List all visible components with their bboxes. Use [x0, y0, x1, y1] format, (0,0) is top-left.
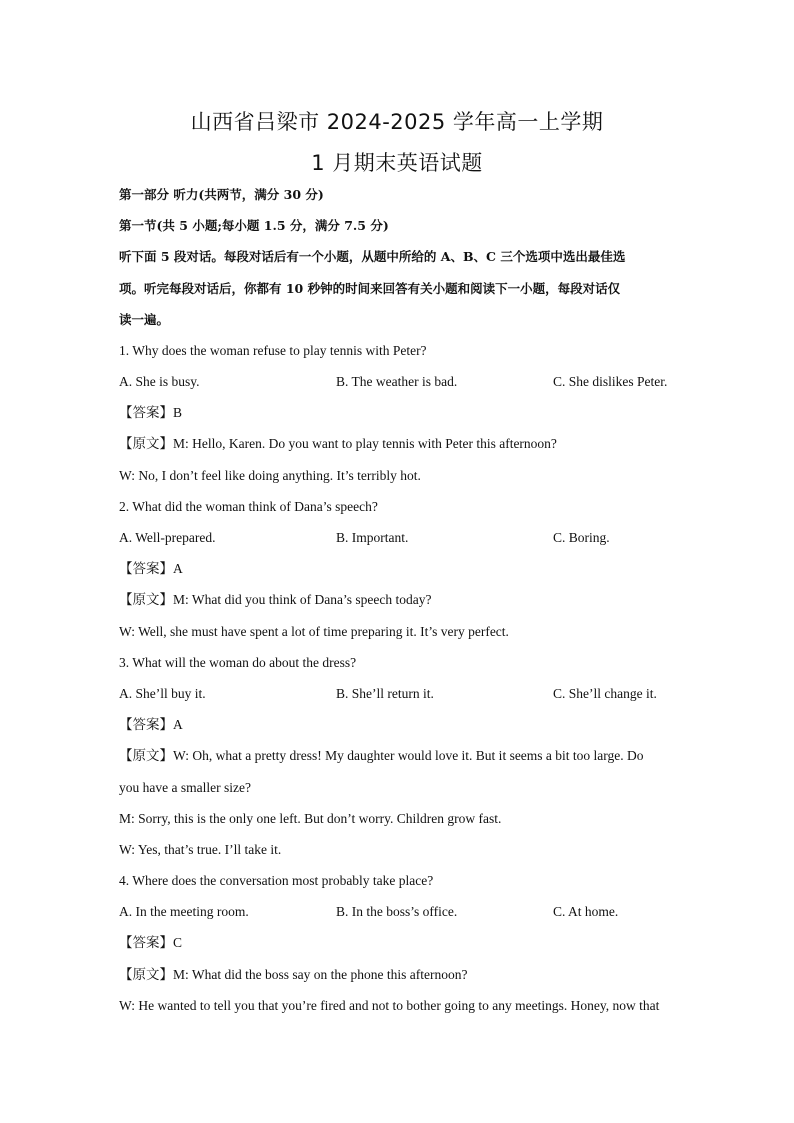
instruction-line-2: 项。听完每段对话后，你都有 10 秒钟的时间来回答有关小题和阅读下一小题，每段对话仅 — [119, 281, 621, 296]
q3-transcript-line-2: you have a smaller size? — [119, 780, 251, 795]
question-4: 4. Where does the conversation most probably take place? — [119, 873, 434, 888]
q4-option-b: B. In the boss’s office. — [336, 904, 458, 919]
q1-transcript-line-2: W: No, I don’t feel like doing anything. It’s terribly hot. — [119, 468, 421, 483]
q2-transcript-line-1: 【原文】M: What did you think of Dana’s speech today? — [119, 592, 432, 607]
question-1: 1. Why does the woman refuse to play tennis with Peter? — [119, 343, 427, 358]
q2-option-c: C. Boring. — [553, 530, 610, 545]
instruction-line-1: 听下面 5 段对话。每段对话后有一个小题，从题中所给的 A、B、C 三个选项中选出最佳选 — [119, 249, 626, 264]
q4-option-a: A. In the meeting room. — [119, 904, 249, 919]
q3-transcript-line-4: W: Yes, that’s true. I’ll take it. — [119, 842, 282, 857]
q1-transcript-line-1: 【原文】M: Hello, Karen. Do you want to play tennis with Peter this afternoon? — [119, 436, 557, 451]
q4-transcript-line-1: 【原文】M: What did the boss say on the phone this afternoon? — [119, 967, 468, 982]
q3-option-c: C. She’ll change it. — [553, 686, 657, 701]
q4-option-c: C. At home. — [553, 904, 619, 919]
q3-transcript-line-1: 【原文】W: Oh, what a pretty dress! My daughter would love it. But it seems a bit too large. Do — [119, 748, 644, 763]
q2-option-b: B. Important. — [336, 530, 409, 545]
q4-transcript-line-2: W: He wanted to tell you that you’re fired and not to bother going to any meetings. Honey, now that — [119, 998, 660, 1013]
q3-option-a: A. She’ll buy it. — [119, 686, 206, 701]
instruction-line-3: 读一遍。 — [119, 312, 170, 327]
q3-transcript-line-3: M: Sorry, this is the only one left. But don’t worry. Children grow fast. — [119, 811, 502, 826]
question-3: 3. What will the woman do about the dress? — [119, 655, 357, 670]
q3-option-b: B. She’ll return it. — [336, 686, 434, 701]
q1-option-b: B. The weather is bad. — [336, 374, 458, 389]
q1-option-a: A. She is busy. — [119, 374, 200, 389]
q1-answer: 【答案】B — [119, 405, 183, 420]
title-line-1: 山西省吕梁市 2024-2025 学年高一上学期 — [190, 110, 604, 134]
q2-answer: 【答案】A — [119, 561, 183, 576]
q2-transcript-line-2: W: Well, she must have spent a lot of time preparing it. It’s very perfect. — [119, 624, 509, 639]
section-heading: 第一节(共 5 小题;每小题 1.5 分，满分 7.5 分) — [119, 218, 389, 233]
part-heading: 第一部分 听力(共两节，满分 30 分) — [119, 187, 324, 202]
q3-answer: 【答案】A — [119, 717, 183, 732]
question-2: 2. What did the woman think of Dana’s speech? — [119, 499, 378, 514]
q1-option-c: C. She dislikes Peter. — [553, 374, 668, 389]
q4-answer: 【答案】C — [119, 935, 183, 950]
q2-option-a: A. Well-prepared. — [119, 530, 216, 545]
title-line-2: 1 月期末英语试题 — [311, 151, 483, 175]
